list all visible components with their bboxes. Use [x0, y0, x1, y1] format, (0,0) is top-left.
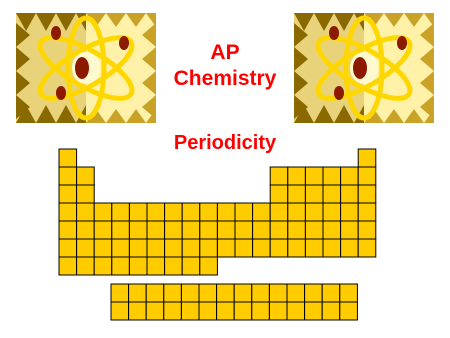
f-block-cell	[269, 302, 287, 320]
element-cell	[358, 185, 376, 203]
element-cell	[270, 221, 288, 239]
f-block-cell	[217, 284, 235, 302]
element-cell	[358, 239, 376, 257]
f-block-cell	[322, 302, 340, 320]
element-cell	[270, 185, 288, 203]
slide-subtitle: Periodicity	[173, 132, 277, 154]
element-cell	[305, 185, 323, 203]
element-cell	[77, 257, 95, 275]
f-block-cell	[181, 302, 199, 320]
element-cell	[59, 239, 77, 257]
f-block-cell	[340, 302, 358, 320]
element-cell	[59, 185, 77, 203]
element-cell	[288, 221, 306, 239]
element-cell	[182, 257, 200, 275]
f-block-cell	[199, 284, 217, 302]
element-cell	[77, 185, 95, 203]
element-cell	[358, 167, 376, 185]
element-cell	[182, 203, 200, 221]
element-cell	[200, 257, 218, 275]
element-cell	[129, 221, 147, 239]
element-cell	[182, 239, 200, 257]
element-cell	[341, 167, 359, 185]
f-block-cell	[305, 284, 323, 302]
element-cell	[235, 203, 253, 221]
title-line-chemistry: Chemistry	[173, 67, 277, 90]
element-cell	[253, 221, 271, 239]
title-line-ap: AP	[210, 41, 240, 64]
f-block-cell	[322, 284, 340, 302]
f-block-cell	[269, 284, 287, 302]
element-cell	[305, 167, 323, 185]
element-cell	[323, 203, 341, 221]
element-cell	[94, 203, 112, 221]
f-block-cell	[129, 284, 147, 302]
element-cell	[253, 239, 271, 257]
element-cell	[165, 257, 183, 275]
f-block-cell	[340, 284, 358, 302]
element-cell	[217, 239, 235, 257]
f-block-cell	[181, 284, 199, 302]
element-cell	[77, 239, 95, 257]
element-cell	[358, 203, 376, 221]
element-cell	[270, 239, 288, 257]
element-cell	[147, 239, 165, 257]
element-cell	[323, 185, 341, 203]
element-cell	[77, 203, 95, 221]
element-cell	[94, 221, 112, 239]
element-cell	[112, 257, 130, 275]
element-cell	[341, 239, 359, 257]
element-cell	[165, 221, 183, 239]
element-cell	[182, 221, 200, 239]
f-block-cell	[252, 302, 270, 320]
element-cell	[323, 239, 341, 257]
f-block-cell	[234, 302, 252, 320]
f-block-cell	[146, 284, 164, 302]
element-cell	[165, 203, 183, 221]
element-cell	[59, 167, 77, 185]
element-cell	[270, 167, 288, 185]
element-cell	[235, 239, 253, 257]
f-block-cell	[199, 302, 217, 320]
element-cell	[165, 239, 183, 257]
element-cell	[217, 203, 235, 221]
element-cell	[200, 239, 218, 257]
element-cell	[59, 203, 77, 221]
element-cell	[341, 203, 359, 221]
element-cell	[147, 203, 165, 221]
f-block-cell	[164, 302, 182, 320]
element-cell	[200, 203, 218, 221]
element-cell	[288, 203, 306, 221]
element-cell	[217, 221, 235, 239]
element-cell	[94, 257, 112, 275]
element-cell	[305, 221, 323, 239]
f-block-cell	[164, 284, 182, 302]
element-cell	[129, 257, 147, 275]
f-block-cell	[217, 302, 235, 320]
element-cell	[59, 257, 77, 275]
element-cell	[288, 167, 306, 185]
f-block-cell	[129, 302, 147, 320]
element-cell	[358, 221, 376, 239]
f-block-cell	[146, 302, 164, 320]
element-cell	[112, 203, 130, 221]
element-cell	[112, 239, 130, 257]
element-cell	[147, 221, 165, 239]
element-cell	[270, 203, 288, 221]
f-block-cell	[111, 284, 129, 302]
element-cell	[305, 203, 323, 221]
element-cell	[200, 221, 218, 239]
element-cell	[112, 221, 130, 239]
element-cell	[253, 203, 271, 221]
element-cell	[77, 167, 95, 185]
element-cell	[341, 185, 359, 203]
f-block-cell	[252, 284, 270, 302]
element-cell	[147, 257, 165, 275]
f-block-cell	[234, 284, 252, 302]
element-cell	[94, 239, 112, 257]
element-cell	[323, 167, 341, 185]
element-cell	[129, 203, 147, 221]
f-block-cell	[287, 302, 305, 320]
f-block-cell	[287, 284, 305, 302]
element-cell	[235, 221, 253, 239]
element-cell	[288, 185, 306, 203]
element-cell	[305, 239, 323, 257]
element-cell	[59, 221, 77, 239]
f-block-cell	[305, 302, 323, 320]
element-cell	[288, 239, 306, 257]
element-cell	[77, 221, 95, 239]
element-cell	[129, 239, 147, 257]
element-cell	[323, 221, 341, 239]
element-cell	[59, 149, 77, 167]
f-block-cell	[111, 302, 129, 320]
element-cell	[341, 221, 359, 239]
element-cell	[358, 149, 376, 167]
